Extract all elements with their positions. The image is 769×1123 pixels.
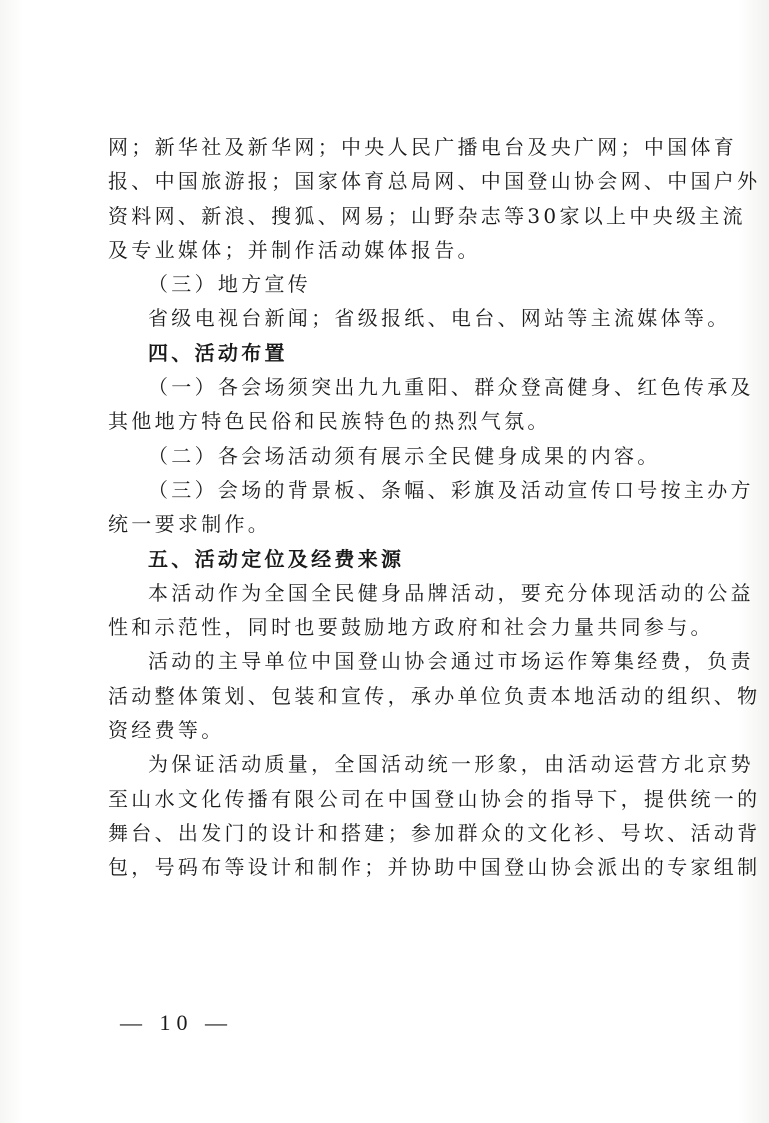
subsection-heading: （三）地方宣传 [148,272,312,297]
text-line: 报、中国旅游报；国家体育总局网、中国登山协会网、中国户外 [108,169,761,194]
text-line: （三）会场的背景板、条幅、彩旗及活动宣传口号按主办方 [148,477,754,502]
body-text [108,130,761,885]
text-line: （一）各会场须突出九九重阳、群众登高健身、红色传承及 [148,375,754,400]
text-line: 其他地方特色民俗和民族特色的热烈气氛。 [108,409,551,434]
page-number: — 10 — [120,1010,233,1035]
text-line: 省级电视台新闻；省级报纸、电台、网站等主流媒体等。 [148,306,731,331]
text-line: （二）各会场活动须有展示全民健身成果的内容。 [148,443,661,468]
text-line: 至山水文化传播有限公司在中国登山协会的指导下，提供统一的 [108,786,761,811]
text-line: 本活动作为全国全民健身品牌活动，要充分体现活动的公益 [148,580,754,605]
text-line: 舞台、出发门的设计和搭建；参加群众的文化衫、号坎、活动背 [108,820,761,845]
text-line: 及专业媒体；并制作活动媒体报告。 [108,237,481,262]
text-line: 资料网、新浪、搜狐、网易；山野杂志等30家以上中央级主流 [108,203,746,228]
text-line: 资经费等。 [108,718,225,743]
section-heading: 五、活动定位及经费来源 [148,546,405,571]
text-line: 活动的主导单位中国登山协会通过市场运作筹集经费，负责 [148,649,754,674]
text-line: 活动整体策划、包装和宣传，承办单位负责本地活动的组织、物 [108,683,761,708]
text-line: 性和示范性，同时也要鼓励地方政府和社会力量共同参与。 [108,615,714,640]
text-line: 包，号码布等设计和制作；并协助中国登山协会派出的专家组制 [108,855,761,880]
text-line: 统一要求制作。 [108,512,272,537]
text-line: 为保证活动质量，全国活动统一形象，由活动运营方北京势 [148,752,754,777]
text-line: 网；新华社及新华网；中央人民广播电台及央广网；中国体育 [108,135,738,159]
section-heading: 四、活动布置 [148,340,288,365]
